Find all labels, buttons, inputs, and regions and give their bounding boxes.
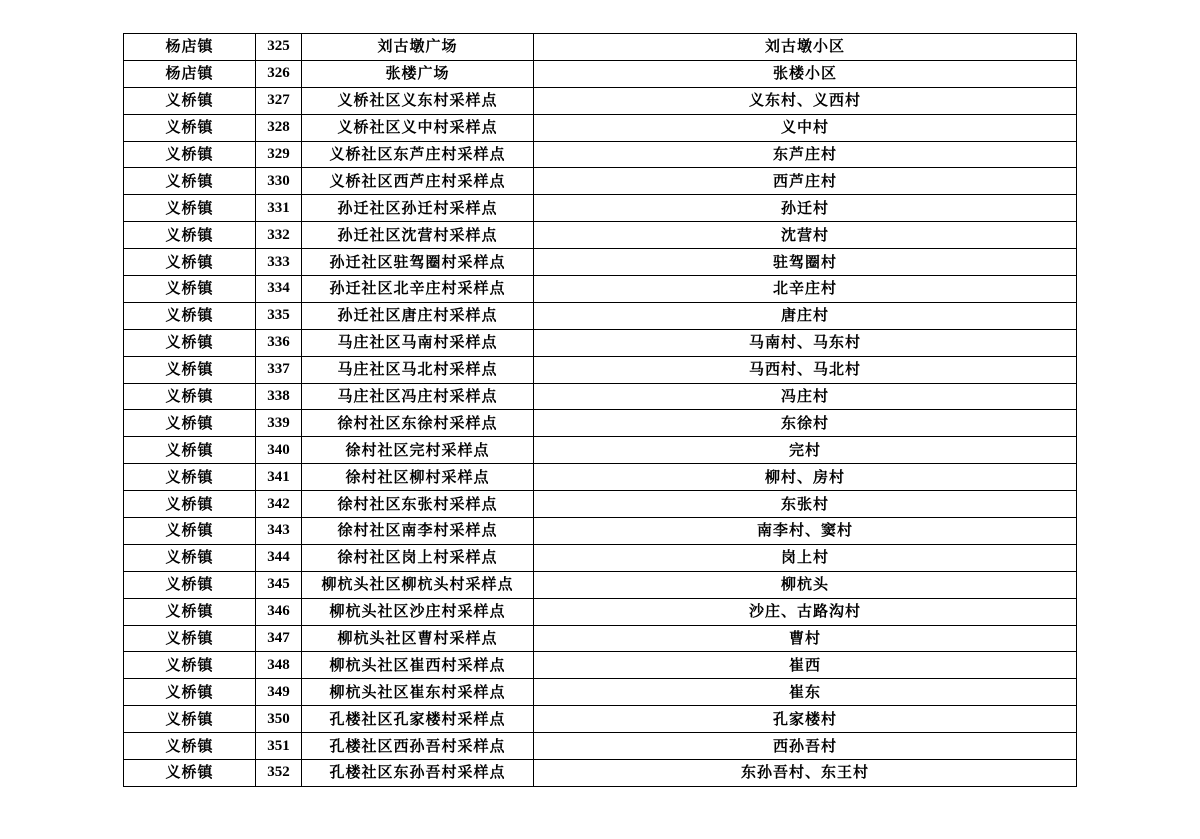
sampling-point-cell: 徐村社区南李村采样点 bbox=[302, 518, 534, 545]
covered-area-cell: 沈营村 bbox=[534, 222, 1077, 249]
sampling-point-cell: 柳杭头社区曹村采样点 bbox=[302, 625, 534, 652]
serial-number-cell: 328 bbox=[256, 114, 302, 141]
serial-number-cell: 347 bbox=[256, 625, 302, 652]
sampling-point-cell: 孙迁社区唐庄村采样点 bbox=[302, 302, 534, 329]
town-cell: 义桥镇 bbox=[124, 464, 256, 491]
table-row bbox=[124, 249, 1077, 276]
town-cell: 义桥镇 bbox=[124, 491, 256, 518]
town-cell: 义桥镇 bbox=[124, 679, 256, 706]
covered-area-cell: 东芦庄村 bbox=[534, 141, 1077, 168]
covered-area-cell: 东徐村 bbox=[534, 410, 1077, 437]
sampling-point-table-container bbox=[123, 33, 1077, 787]
sampling-point-cell: 孔楼社区东孙吾村采样点 bbox=[302, 760, 534, 787]
table-row bbox=[124, 356, 1077, 383]
covered-area-cell: 南李村、窦村 bbox=[534, 518, 1077, 545]
sampling-point-cell: 徐村社区东徐村采样点 bbox=[302, 410, 534, 437]
covered-area-cell: 北辛庄村 bbox=[534, 276, 1077, 303]
sampling-point-cell: 孙迁社区驻驾圈村采样点 bbox=[302, 249, 534, 276]
covered-area-cell: 唐庄村 bbox=[534, 302, 1077, 329]
serial-number-cell: 352 bbox=[256, 760, 302, 787]
town-cell: 杨店镇 bbox=[124, 34, 256, 61]
town-cell: 义桥镇 bbox=[124, 625, 256, 652]
covered-area-cell: 张楼小区 bbox=[534, 60, 1077, 87]
serial-number-cell: 333 bbox=[256, 249, 302, 276]
town-cell: 义桥镇 bbox=[124, 733, 256, 760]
sampling-point-cell: 张楼广场 bbox=[302, 60, 534, 87]
sampling-point-cell: 孔楼社区西孙吾村采样点 bbox=[302, 733, 534, 760]
serial-number-cell: 330 bbox=[256, 168, 302, 195]
covered-area-cell: 马南村、马东村 bbox=[534, 329, 1077, 356]
table-row bbox=[124, 410, 1077, 437]
table-row bbox=[124, 625, 1077, 652]
town-cell: 杨店镇 bbox=[124, 60, 256, 87]
town-cell: 义桥镇 bbox=[124, 141, 256, 168]
sampling-point-cell: 徐村社区柳村采样点 bbox=[302, 464, 534, 491]
table-body bbox=[124, 34, 1077, 787]
serial-number-cell: 345 bbox=[256, 571, 302, 598]
town-cell: 义桥镇 bbox=[124, 410, 256, 437]
table-row bbox=[124, 60, 1077, 87]
table-row bbox=[124, 571, 1077, 598]
serial-number-cell: 340 bbox=[256, 437, 302, 464]
table-row bbox=[124, 168, 1077, 195]
sampling-point-cell: 刘古墩广场 bbox=[302, 34, 534, 61]
town-cell: 义桥镇 bbox=[124, 518, 256, 545]
serial-number-cell: 339 bbox=[256, 410, 302, 437]
table-row bbox=[124, 464, 1077, 491]
table-row bbox=[124, 518, 1077, 545]
table-row bbox=[124, 679, 1077, 706]
town-cell: 义桥镇 bbox=[124, 87, 256, 114]
sampling-point-cell: 马庄社区冯庄村采样点 bbox=[302, 383, 534, 410]
serial-number-cell: 329 bbox=[256, 141, 302, 168]
covered-area-cell: 沙庄、古路沟村 bbox=[534, 598, 1077, 625]
covered-area-cell: 孔家楼村 bbox=[534, 706, 1077, 733]
town-cell: 义桥镇 bbox=[124, 652, 256, 679]
town-cell: 义桥镇 bbox=[124, 222, 256, 249]
town-cell: 义桥镇 bbox=[124, 383, 256, 410]
covered-area-cell: 西孙吾村 bbox=[534, 733, 1077, 760]
table-row bbox=[124, 302, 1077, 329]
covered-area-cell: 义东村、义西村 bbox=[534, 87, 1077, 114]
sampling-point-cell: 孙迁社区沈营村采样点 bbox=[302, 222, 534, 249]
covered-area-cell: 崔西 bbox=[534, 652, 1077, 679]
town-cell: 义桥镇 bbox=[124, 544, 256, 571]
serial-number-cell: 325 bbox=[256, 34, 302, 61]
table-row bbox=[124, 652, 1077, 679]
sampling-point-cell: 义桥社区西芦庄村采样点 bbox=[302, 168, 534, 195]
table-row bbox=[124, 733, 1077, 760]
sampling-point-table bbox=[123, 33, 1077, 787]
serial-number-cell: 336 bbox=[256, 329, 302, 356]
town-cell: 义桥镇 bbox=[124, 356, 256, 383]
sampling-point-cell: 马庄社区马南村采样点 bbox=[302, 329, 534, 356]
covered-area-cell: 西芦庄村 bbox=[534, 168, 1077, 195]
covered-area-cell: 东孙吾村、东王村 bbox=[534, 760, 1077, 787]
covered-area-cell: 柳村、房村 bbox=[534, 464, 1077, 491]
table-row bbox=[124, 34, 1077, 61]
covered-area-cell: 柳杭头 bbox=[534, 571, 1077, 598]
serial-number-cell: 335 bbox=[256, 302, 302, 329]
table-row bbox=[124, 222, 1077, 249]
covered-area-cell: 曹村 bbox=[534, 625, 1077, 652]
serial-number-cell: 346 bbox=[256, 598, 302, 625]
serial-number-cell: 332 bbox=[256, 222, 302, 249]
table-row bbox=[124, 114, 1077, 141]
serial-number-cell: 348 bbox=[256, 652, 302, 679]
sampling-point-cell: 马庄社区马北村采样点 bbox=[302, 356, 534, 383]
town-cell: 义桥镇 bbox=[124, 195, 256, 222]
serial-number-cell: 350 bbox=[256, 706, 302, 733]
table-row bbox=[124, 276, 1077, 303]
covered-area-cell: 义中村 bbox=[534, 114, 1077, 141]
table-row bbox=[124, 383, 1077, 410]
table-row bbox=[124, 195, 1077, 222]
table-row bbox=[124, 491, 1077, 518]
town-cell: 义桥镇 bbox=[124, 168, 256, 195]
serial-number-cell: 337 bbox=[256, 356, 302, 383]
town-cell: 义桥镇 bbox=[124, 329, 256, 356]
town-cell: 义桥镇 bbox=[124, 571, 256, 598]
serial-number-cell: 326 bbox=[256, 60, 302, 87]
sampling-point-cell: 徐村社区岗上村采样点 bbox=[302, 544, 534, 571]
table-row bbox=[124, 141, 1077, 168]
table-row bbox=[124, 87, 1077, 114]
sampling-point-cell: 孙迁社区北辛庄村采样点 bbox=[302, 276, 534, 303]
serial-number-cell: 343 bbox=[256, 518, 302, 545]
sampling-point-cell: 徐村社区完村采样点 bbox=[302, 437, 534, 464]
sampling-point-cell: 义桥社区义东村采样点 bbox=[302, 87, 534, 114]
sampling-point-cell: 孔楼社区孔家楼村采样点 bbox=[302, 706, 534, 733]
covered-area-cell: 马西村、马北村 bbox=[534, 356, 1077, 383]
serial-number-cell: 327 bbox=[256, 87, 302, 114]
town-cell: 义桥镇 bbox=[124, 598, 256, 625]
covered-area-cell: 冯庄村 bbox=[534, 383, 1077, 410]
table-row bbox=[124, 544, 1077, 571]
town-cell: 义桥镇 bbox=[124, 276, 256, 303]
table-row bbox=[124, 598, 1077, 625]
sampling-point-cell: 柳杭头社区沙庄村采样点 bbox=[302, 598, 534, 625]
serial-number-cell: 351 bbox=[256, 733, 302, 760]
serial-number-cell: 331 bbox=[256, 195, 302, 222]
covered-area-cell: 崔东 bbox=[534, 679, 1077, 706]
sampling-point-cell: 柳杭头社区崔西村采样点 bbox=[302, 652, 534, 679]
town-cell: 义桥镇 bbox=[124, 249, 256, 276]
sampling-point-cell: 义桥社区义中村采样点 bbox=[302, 114, 534, 141]
town-cell: 义桥镇 bbox=[124, 760, 256, 787]
serial-number-cell: 349 bbox=[256, 679, 302, 706]
town-cell: 义桥镇 bbox=[124, 302, 256, 329]
covered-area-cell: 刘古墩小区 bbox=[534, 34, 1077, 61]
sampling-point-cell: 徐村社区东张村采样点 bbox=[302, 491, 534, 518]
covered-area-cell: 完村 bbox=[534, 437, 1077, 464]
sampling-point-cell: 义桥社区东芦庄村采样点 bbox=[302, 141, 534, 168]
town-cell: 义桥镇 bbox=[124, 437, 256, 464]
serial-number-cell: 341 bbox=[256, 464, 302, 491]
serial-number-cell: 344 bbox=[256, 544, 302, 571]
sampling-point-cell: 柳杭头社区崔东村采样点 bbox=[302, 679, 534, 706]
table-row bbox=[124, 329, 1077, 356]
serial-number-cell: 342 bbox=[256, 491, 302, 518]
covered-area-cell: 东张村 bbox=[534, 491, 1077, 518]
table-row bbox=[124, 706, 1077, 733]
town-cell: 义桥镇 bbox=[124, 114, 256, 141]
table-row bbox=[124, 437, 1077, 464]
sampling-point-cell: 孙迁社区孙迁村采样点 bbox=[302, 195, 534, 222]
table-row bbox=[124, 760, 1077, 787]
sampling-point-cell: 柳杭头社区柳杭头村采样点 bbox=[302, 571, 534, 598]
serial-number-cell: 334 bbox=[256, 276, 302, 303]
serial-number-cell: 338 bbox=[256, 383, 302, 410]
covered-area-cell: 孙迁村 bbox=[534, 195, 1077, 222]
covered-area-cell: 驻驾圈村 bbox=[534, 249, 1077, 276]
covered-area-cell: 岗上村 bbox=[534, 544, 1077, 571]
town-cell: 义桥镇 bbox=[124, 706, 256, 733]
